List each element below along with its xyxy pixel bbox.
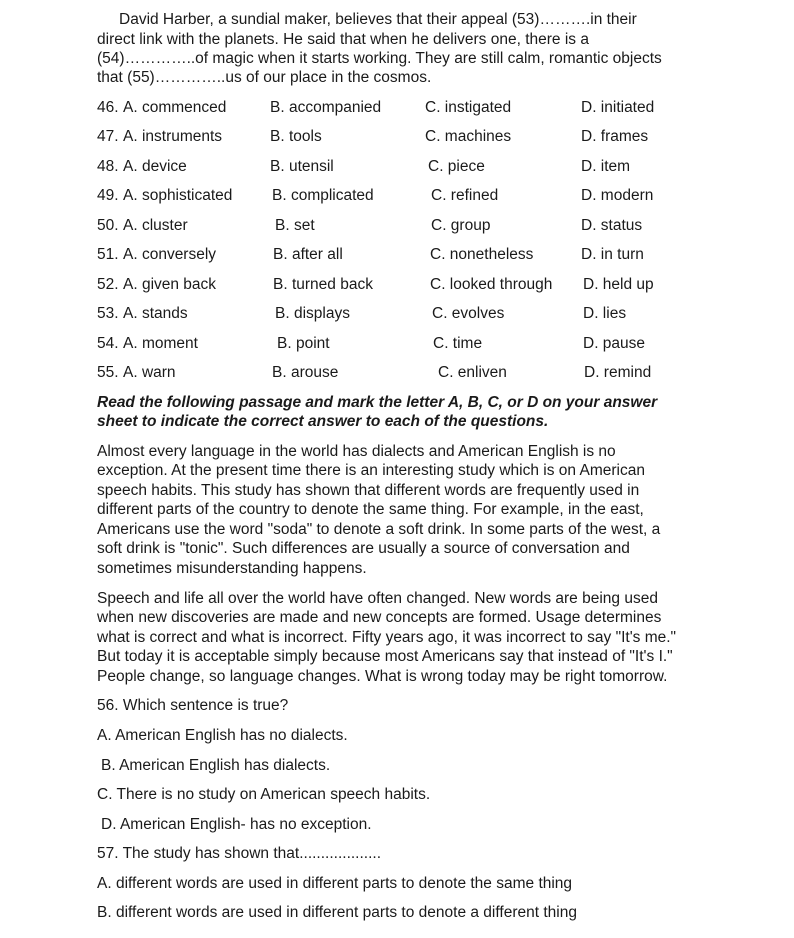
question-row-48	[0, 157, 794, 177]
option-b: B. arouse	[272, 364, 339, 381]
q56-option-a: A. American English has no dialects.	[97, 727, 348, 744]
q57-option-b: B. different words are used in different parts to denote a different thing	[97, 904, 577, 921]
passage-p1-line-6: soft drink is "tonic". Such differences are usually a source of conversation and	[97, 540, 630, 557]
option-a: A. cluster	[123, 217, 188, 234]
question-number: 52.	[97, 276, 119, 293]
option-b: B. turned back	[273, 276, 373, 293]
option-d: D. lies	[583, 305, 627, 322]
option-c: C. enliven	[438, 364, 507, 381]
q56-option-b: B. American English has dialects.	[101, 757, 331, 774]
question-row-54	[0, 334, 794, 354]
option-a: A. conversely	[123, 246, 217, 263]
passage-p2-line-5: People change, so language changes. What is wrong today may be right tomorrow.	[97, 668, 668, 685]
option-d: D. item	[581, 158, 631, 175]
option-a: A. warn	[123, 364, 176, 381]
question-row-52	[0, 275, 794, 295]
passage-p2-line-4: But today it is acceptable simply because most Americans say that instead of "It's I."	[97, 648, 673, 665]
option-a: A. instruments	[123, 128, 223, 145]
option-d: D. frames	[581, 128, 649, 145]
option-a: A. given back	[123, 276, 217, 293]
question-number: 50.	[97, 217, 119, 234]
question-number: 51.	[97, 246, 119, 263]
q56-stem: 56. Which sentence is true?	[97, 697, 289, 714]
question-number: 55.	[97, 364, 119, 381]
passage-p2-line-1: Speech and life all over the world have often changed. New words are being used	[97, 590, 658, 607]
option-b: B. after all	[273, 246, 343, 263]
passage-p1-line-4: different parts of the country to denote the same thing. For example, in the east,	[97, 501, 644, 518]
option-c: C. nonetheless	[430, 246, 534, 263]
option-c: C. time	[433, 335, 483, 352]
question-number: 53.	[97, 305, 119, 322]
passage-p1-line-1: Almost every language in the world has dialects and American English is no	[97, 443, 616, 460]
passage-p1-line-5: Americans use the word "soda" to denote a soft drink. In some parts of the west, a	[97, 521, 661, 538]
intro-line-1: David Harber, a sundial maker, believes that their appeal (53)……….in their	[119, 11, 637, 28]
instruction-line-1: Read the following passage and mark the letter A, B, C, or D on your answer	[97, 394, 658, 411]
option-a: A. stands	[123, 305, 188, 322]
option-c: C. refined	[431, 187, 499, 204]
question-row-55	[0, 363, 794, 383]
option-c: C. instigated	[425, 99, 512, 116]
option-c: C. looked through	[430, 276, 553, 293]
option-d: D. held up	[583, 276, 654, 293]
passage-p2-line-3: what is correct and what is incorrect. Fifty years ago, it was incorrect to say "It's me."	[97, 629, 677, 646]
option-d: D. in turn	[581, 246, 644, 263]
option-c: C. machines	[425, 128, 512, 145]
q57-stem: 57. The study has shown that...................	[97, 845, 382, 862]
q56-option-c: C. There is no study on American speech habits.	[97, 786, 431, 803]
option-a: A. moment	[123, 335, 198, 352]
option-c: C. group	[431, 217, 491, 234]
option-a: A. sophisticated	[123, 187, 233, 204]
passage-p2-line-2: when new discoveries are made and new concepts are formed. Usage determines	[97, 609, 662, 626]
question-row-50	[0, 216, 794, 236]
option-b: B. point	[277, 335, 330, 352]
option-c: C. piece	[428, 158, 485, 175]
intro-line-3: (54)…………..of magic when it starts working. They are still calm, romantic objects	[97, 50, 662, 67]
option-d: D. status	[581, 217, 643, 234]
question-row-51	[0, 245, 794, 265]
option-c: C. evolves	[432, 305, 505, 322]
option-d: D. initiated	[581, 99, 655, 116]
intro-line-2: direct link with the planets. He said that when he delivers one, there is a	[97, 31, 589, 48]
question-row-47	[0, 127, 794, 147]
option-d: D. remind	[584, 364, 652, 381]
passage-p1-line-7: sometimes misunderstanding happens.	[97, 560, 367, 577]
passage-p1-line-3: speech habits. This study has shown that different words are frequently used in	[97, 482, 640, 499]
option-b: B. tools	[270, 128, 322, 145]
option-b: B. set	[275, 217, 315, 234]
question-number: 47.	[97, 128, 119, 145]
passage-p1-line-2: exception. At the present time there is an interesting study which is on American	[97, 462, 645, 479]
option-a: A. commenced	[123, 99, 227, 116]
question-number: 54.	[97, 335, 119, 352]
q56-option-d: D. American English- has no exception.	[101, 816, 372, 833]
option-b: B. accompanied	[270, 99, 382, 116]
question-number: 46.	[97, 99, 119, 116]
option-d: D. modern	[581, 187, 654, 204]
question-row-53	[0, 304, 794, 324]
option-a: A. device	[123, 158, 187, 175]
option-b: B. utensil	[270, 158, 334, 175]
option-b: B. complicated	[272, 187, 374, 204]
intro-line-4: that (55)…………..us of our place in the cosmos.	[97, 69, 432, 86]
question-number: 49.	[97, 187, 119, 204]
option-b: B. displays	[275, 305, 350, 322]
q57-option-a: A. different words are used in different parts to denote the same thing	[97, 875, 573, 892]
instruction-line-2: sheet to indicate the correct answer to each of the questions.	[97, 413, 549, 430]
question-row-49	[0, 186, 794, 206]
option-d: D. pause	[583, 335, 646, 352]
question-number: 48.	[97, 158, 119, 175]
question-row-46	[0, 98, 794, 118]
